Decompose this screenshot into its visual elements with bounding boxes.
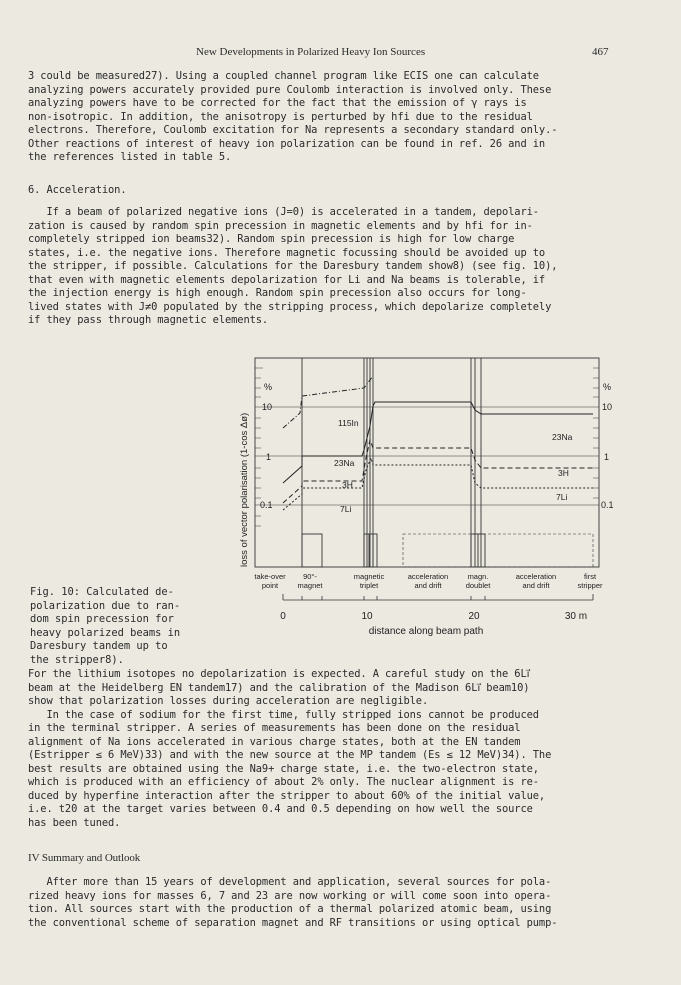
y-tick-label: 10 [262, 402, 273, 412]
x-tick-label: 20 [468, 611, 480, 622]
section-label: magnetic [353, 572, 385, 581]
x-tick-label: 30 m [564, 611, 588, 622]
curve-label-7li-right: 7Li [556, 492, 568, 502]
curve-23na [283, 402, 593, 483]
page-number: 467 [592, 46, 609, 58]
section-label: first [583, 572, 597, 581]
paragraph-2: If a beam of polarized negative ions (J=0) is accelerated in a tandem, depolari- zation is caused by random spin precession in magnetic elements and by hfi for in- completely stripped ion beams32). Random spin precession is high for low charge states, i.e. the negative ions. Therefore magnetic focussing should be avoided up to the stripper, if possible. Calculations for the Daresbury tandem show8) (see fig. 10), that even with magnetic elements depolarization for Li and Na beams is tolerable, if the injection energy is high enough. Random spin precession also occurs for long- lived states with J≠0 populated by the stripping process, which depolarize completely if they pass through magnetic elements. [28, 206, 558, 326]
section-label: and drift [414, 581, 442, 590]
curve-label-23na: 23Na [334, 458, 355, 468]
section-label: magnet [297, 581, 323, 590]
section-4-heading: IV Summary and Outlook [28, 852, 141, 864]
x-tick-label: 0 [280, 611, 286, 622]
figure-10 [238, 348, 618, 640]
y-tick-label: % [264, 382, 273, 392]
y-tick-label: 0.1 [260, 500, 273, 510]
y-tick-label-right: 0.1 [601, 500, 614, 510]
paragraph-4: After more than 15 years of development and application, several sources for pola- rized heavy ions for masses 6, 7 and 23 are now working or will come soon into opera- tion. All sources start with the production of a thermal polarized atomic beam, using the conventional scheme of separation magnet and RF transitions or using optical pump- [28, 876, 558, 929]
curve-label-115in: 115In [338, 418, 359, 428]
section-label: doublet [465, 581, 491, 590]
section-label: acceleration [515, 572, 557, 581]
curve-label-3h-right: 3H [558, 468, 569, 478]
figure-caption: Fig. 10: Calculated de- polarization due to ran- dom spin precession for heavy polarized beams in Daresbury tandem up to the stripper8). [30, 586, 181, 666]
plot-frame [255, 358, 599, 567]
y-tick-label: 1 [266, 452, 272, 462]
section-label: 90°- [303, 572, 317, 581]
curve-label-3h: 3H [342, 480, 353, 490]
section-label: and drift [522, 581, 550, 590]
section-6-heading: 6. Acceleration. [28, 184, 127, 196]
y-tick-label-right: 10 [602, 402, 613, 412]
curve-label-23na-right: 23Na [552, 432, 573, 442]
x-tick-label: 10 [361, 611, 373, 622]
curve-label-7li: 7Li [340, 504, 352, 514]
section-label: triplet [359, 581, 379, 590]
element-triplet [364, 534, 377, 567]
section-label: point [261, 581, 279, 590]
y-axis-label: loss of vector polarisation (1-cos Δø) [239, 412, 250, 567]
paragraph-3: For the lithium isotopes no depolarization is expected. A careful study on the 6Li⃗ beam at the Heidelberg EN tandem17) and the calibration of the Madison 6Li⃗ beam10) show that polarization losses during acceleration are negligible. In the case of sodium for the first time, fully stripped ions cannot be produced in the terminal stripper. A series of measurements has been done on the residual alignment of Na ions accelerated in various charge states, both at the EN tandem (Estripper ≤ 6 MeV)33) and with the new source at the MP tandem (Es ≤ 12 MeV)34). The best results are obtained using the Na9+ charge state, i.e. the two-electron state, which is produced with an efficiency of about 2% only. The nuclear alignment is re- duced by hyperfine interaction after the stripper to about 60% of the initial value, i.e. t20 at the target varies between 0.4 and 0.5 depending on how well the source has been tuned. [28, 668, 552, 829]
x-axis-label: distance along beam path [368, 626, 484, 637]
section-label: magn. [467, 572, 489, 581]
element-90-magnet [302, 534, 322, 567]
y-tick-label-right: % [603, 382, 612, 392]
paragraph-1: 3 could be measured27). Using a coupled channel program like ECIS one can calculate analyzing powers accurately provided pure Coulomb interaction is involved only. These analyzing powers have to be corrected for the fact that the emission of γ rays is non-isotropic. In addition, the anisotropy is perturbed by hfi due to the residual electrons. Therefore, Coulomb excitation for Na represents a secondary standard only.- Other reactions of interest of heavy ion polarization can be found in ref. 26 and in the references listed in table 5. [28, 70, 558, 163]
curve-7li [283, 458, 593, 510]
section-label: take-over [254, 572, 286, 581]
section-label: acceleration [407, 572, 449, 581]
curve-3h [283, 440, 593, 503]
running-title: New Developments in Polarized Heavy Ion Sources [196, 46, 426, 58]
y-tick-label-right: 1 [604, 452, 610, 462]
curve-115in [283, 376, 373, 428]
section-label: stripper [577, 581, 603, 590]
